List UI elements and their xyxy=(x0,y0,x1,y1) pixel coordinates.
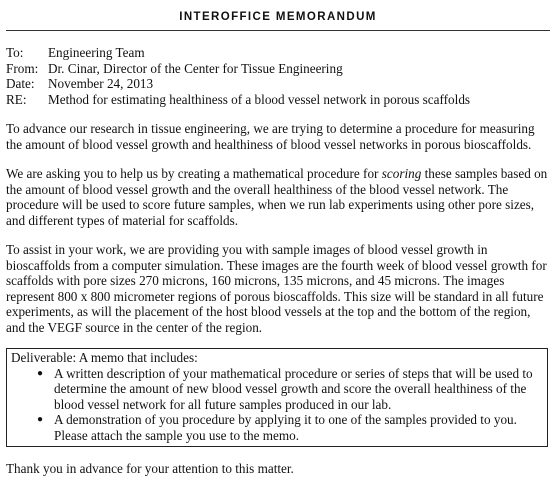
request-text-end: these samples based on the amount of blood vessel growth and the overall healthiness of the blood vessel network. The procedure will be used to score future samples, when we run lab experiments using other pore sizes, and different types of material for scaffolds. xyxy=(6,166,548,228)
date-field xyxy=(6,76,550,92)
from-label: From: xyxy=(6,60,39,76)
scoring-emphasis: scoring xyxy=(381,166,422,181)
to-label: To: xyxy=(6,45,24,60)
deliverable-box xyxy=(6,348,548,447)
memo-document xyxy=(6,0,550,477)
from-value: Dr. Cinar, Director of the Center for Tissue Engineering xyxy=(48,60,343,76)
bullet-dot-icon: ● xyxy=(37,367,44,379)
list-item xyxy=(11,412,543,443)
date-value: November 24, 2013 xyxy=(48,76,154,91)
to-value: Engineering Team xyxy=(48,45,145,60)
memo-fields xyxy=(6,45,550,107)
deliverable-list xyxy=(11,366,543,444)
closing-line: Thank you in advance for your attention to this matter. xyxy=(6,461,294,476)
assistance-paragraph: To assist in your work, we are providing you with sample images of blood vessel growth in bioscaffolds from a computer simulation. These images are the fourth week of blood vessel growth for scaffolds with pore sizes 270 microns, 160 microns, 135 microns, and 45 microns. The images represent 800 x 800 micrometer regions of porous bioscaffolds. This size will be standard in all future experiments, as will the placement of the host blood vessels at the top and the bottom of the region, and the VEGF source in the center of the region. xyxy=(6,242,547,335)
deliverable-item-text: A demonstration of you procedure by applying it to one of the samples provided to you. Please attach the sample you use to the memo. xyxy=(54,412,517,443)
intro-paragraph: To advance our research in tissue engineering, we are trying to determine a procedure for measuring the amount of blood vessel growth and healthiness of blood vessel networks in porous bioscaffolds. xyxy=(6,121,535,152)
deliverable-item-text: A written description of your mathematical procedure or series of steps that will be used to determine the amount of new blood vessel growth and score the overall healthiness of the blood vessel network for all future samples produced in our lab. xyxy=(54,365,533,412)
deliverable-heading: Deliverable: A memo that includes: xyxy=(11,350,198,365)
request-paragraph xyxy=(6,166,550,228)
bullet-dot-icon: ● xyxy=(37,414,44,425)
re-label: RE: xyxy=(6,91,27,107)
memo-title: INTEROFFICE MEMORANDUM xyxy=(179,11,377,23)
list-item xyxy=(11,366,543,413)
re-value: Method for estimating healthiness of a blood vessel network in porous scaffolds xyxy=(48,91,471,107)
request-text-start: We are asking you to help us by creating a mathematical procedure for xyxy=(6,166,382,181)
from-field xyxy=(6,61,550,77)
re-field xyxy=(6,92,550,108)
memo-header xyxy=(6,0,550,31)
date-label: Date: xyxy=(6,76,35,91)
to-field xyxy=(6,45,550,61)
